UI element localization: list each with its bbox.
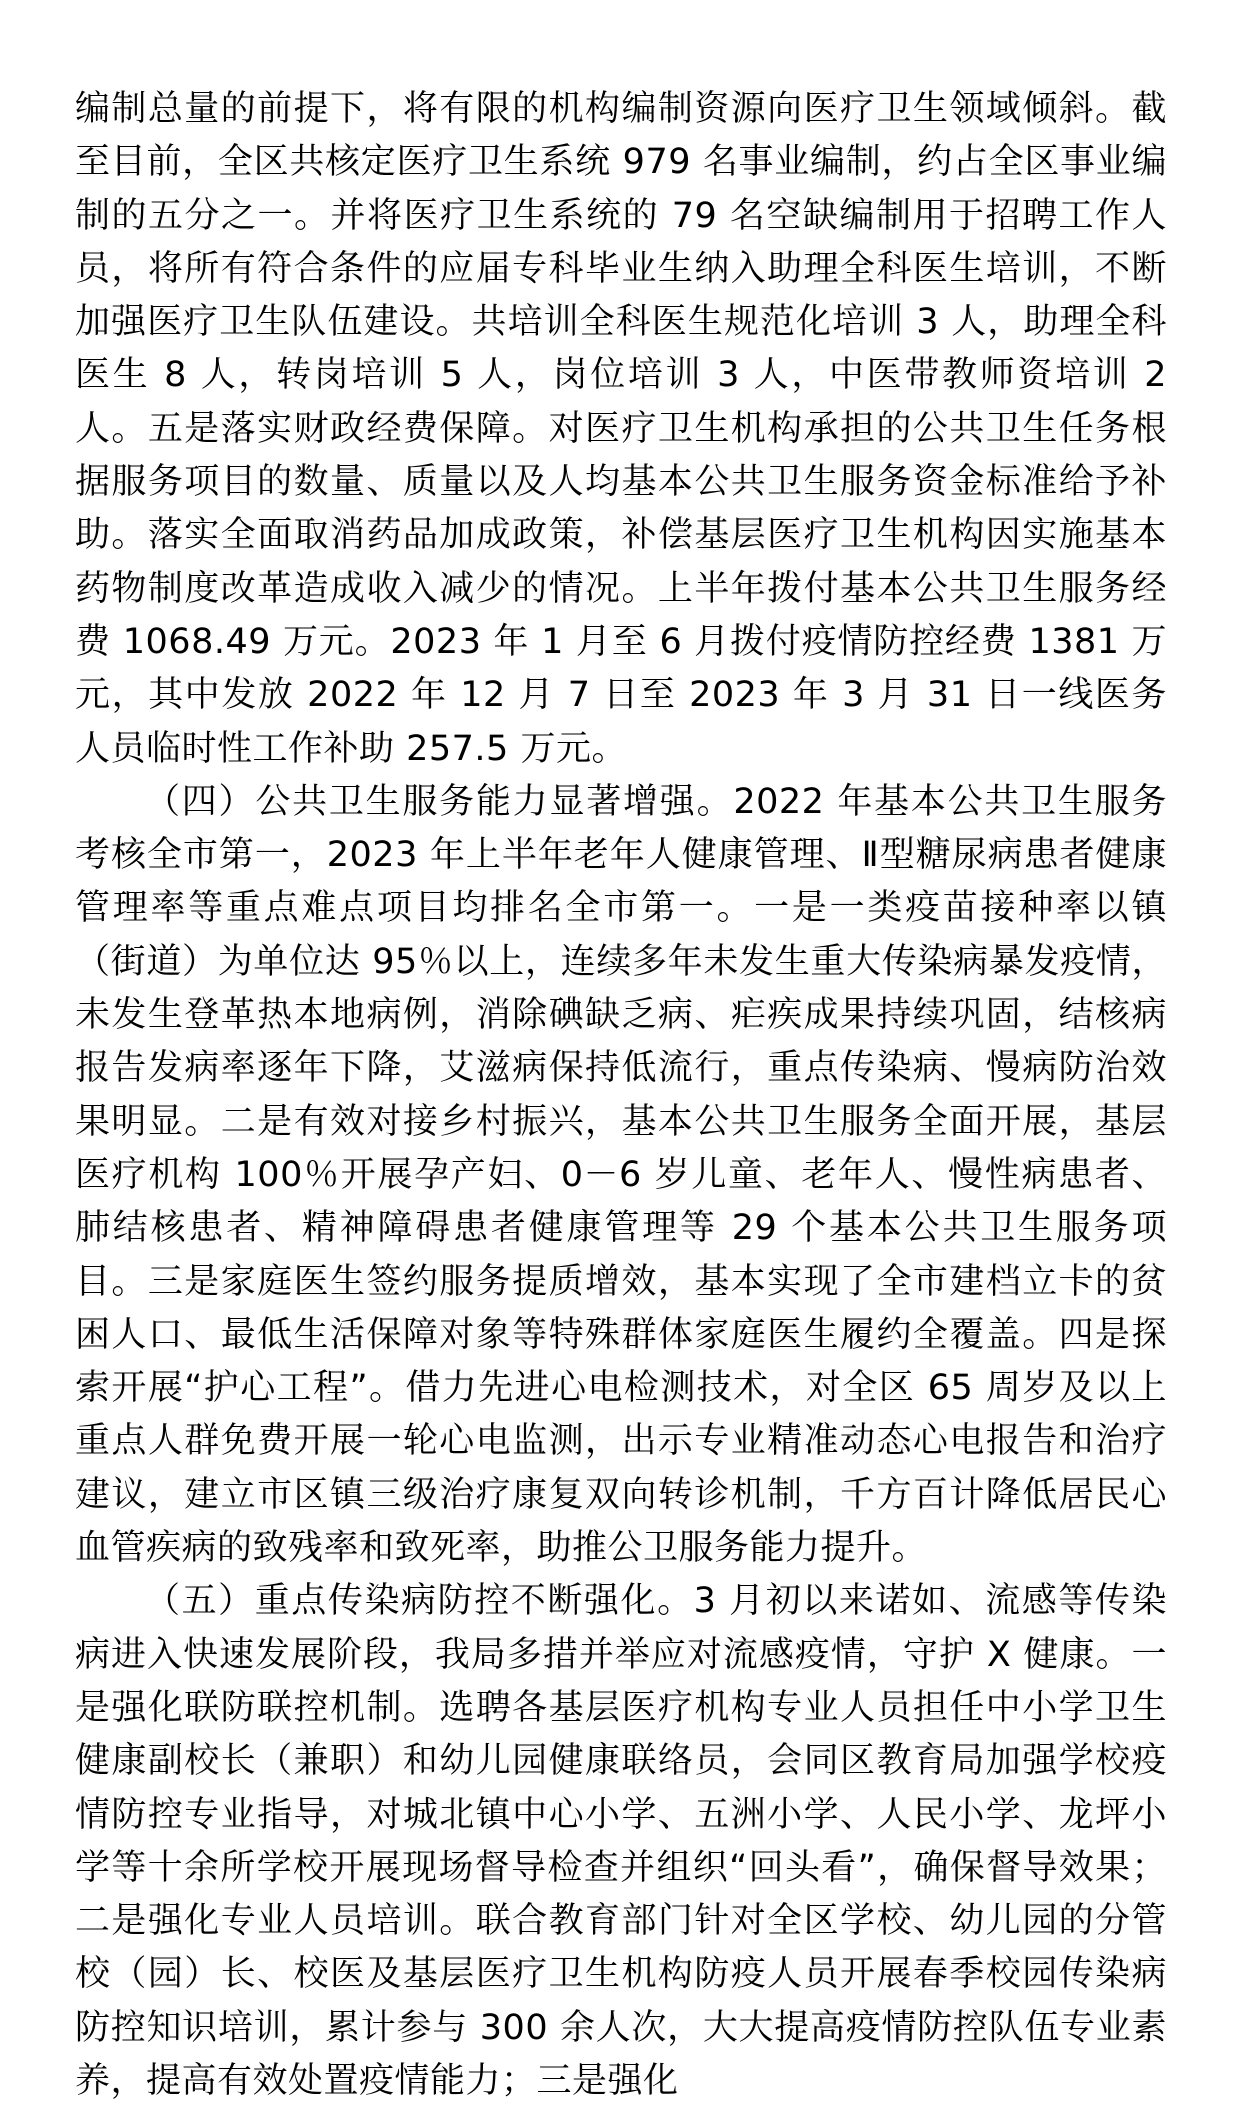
paragraph-public-health-capacity: （四）公共卫生服务能力显著增强。2022 年基本公共卫生服务考核全市第一，2023 年上半年老年人健康管理、Ⅱ型糖尿病患者健康管理率等重点难点项目均排名全市第一。一是一类疫苗接种率以镇（街道）为单位达 95％以上，连续多年未发生重大传染病暴发疫情，未发生登革热本地病例，消除碘缺乏病、疟疾成果持续巩固，结核病报告发病率逐年下降，艾滋病保持低流行，重点传染病、慢病防治效果明显。二是有效对接乡村振兴，基本公共卫生服务全面开展，基层医疗机构 100％开展孕产妇、0－6 岁儿童、老年人、慢性病患者、肺结核患者、精神障碍患者健康管理等 29 个基本公共卫生服务项目。三是家庭医生签约服务提质增效，基本实现了全市建档立卡的贫困人口、最低生活保障对象等特殊群体家庭医生履约全覆盖。四是探索开展“护心工程”。借力先进心电检测技术，对全区 65 周岁及以上重点人群免费开展一轮心电监测，出示专业精准动态心电报告和治疗建议，建立市区镇三级治疗康复双向转诊机制，千方百计降低居民心血管疾病的致残率和致死率，助推公卫服务能力提升。 [75,781,1167,1569]
document-page [75,83,1167,2108]
paragraph-staffing-funding: 编制总量的前提下，将有限的机构编制资源向医疗卫生领域倾斜。截至目前，全区共核定医疗卫生系统 979 名事业编制，约占全区事业编制的五分之一。并将医疗卫生系统的 79 名空缺编制用于招聘工作人员，将所有符合条件的应届专科毕业生纳入助理全科医生培训，不断加强医疗卫生队伍建设。共培训全科医生规范化培训 3 人，助理全科医生 8 人，转岗培训 5 人，岗位培训 3 人，中医带教师资培训 2 人。五是落实财政经费保障。对医疗卫生机构承担的公共卫生任务根据服务项目的数量、质量以及人均基本公共卫生服务资金标准给予补助。落实全面取消药品加成政策，补偿基层医疗卫生机构因实施基本药物制度改革造成收入减少的情况。上半年拨付基本公共卫生服务经费 1068.49 万元。2023 年 1 月至 6 月拨付疫情防控经费 1381 万元，其中发放 2022 年 12 月 7 日至 2023 年 3 月 31 日一线医务人员临时性工作补助 257.5 万元。 [75,89,1167,769]
paragraph-infectious-disease-control: （五）重点传染病防控不断强化。3 月初以来诺如、流感等传染病进入快速发展阶段，我局多措并举应对流感疫情，守护 X 健康。一是强化联防联控机制。选聘各基层医疗机构专业人员担任中小学卫生健康副校长（兼职）和幼儿园健康联络员，会同区教育局加强学校疫情防控专业指导，对城北镇中心小学、五洲小学、人民小学、龙坪小学等十余所学校开展现场督导检查并组织“回头看”，确保督导效果；二是强化专业人员培训。联合教育部门针对全区学校、幼儿园的分管校（园）长、校医及基层医疗卫生机构防疫人员开展春季校园传染病防控知识培训，累计参与 300 余人次，大大提高疫情防控队伍专业素养，提高有效处置疫情能力；三是强化 [75,1581,1167,2101]
